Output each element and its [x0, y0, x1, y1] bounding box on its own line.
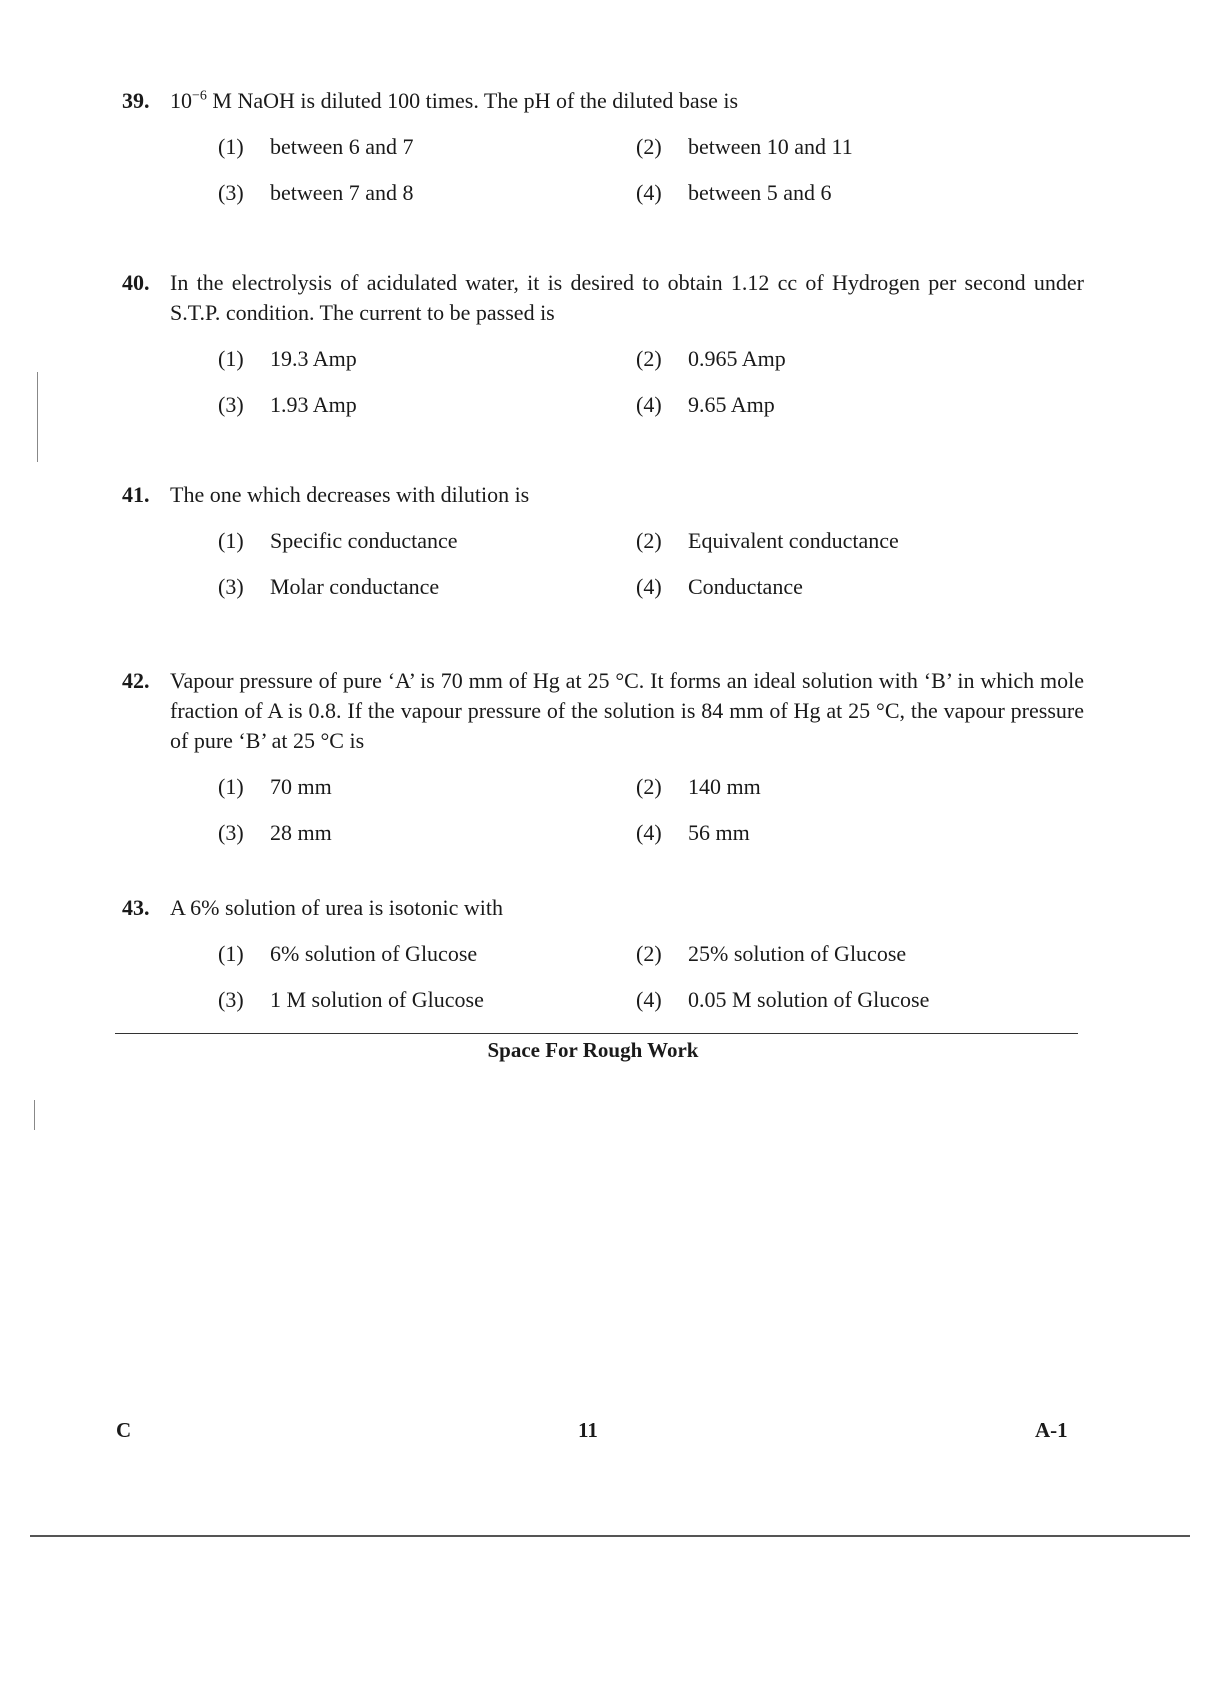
question-number: 43. — [122, 895, 150, 920]
footer-left: C — [116, 1418, 132, 1442]
option-row — [122, 939, 1084, 969]
option-row — [122, 390, 1084, 420]
option-2: (2) 140 mm — [636, 774, 761, 799]
option-row — [122, 572, 1084, 602]
question-number: 41. — [122, 482, 150, 507]
question-number: 39. — [122, 88, 150, 113]
option-1: (1) 19.3 Amp — [218, 346, 357, 371]
option-1: (1) 6% solution of Glucose — [218, 941, 478, 966]
question-number: 42. — [122, 668, 150, 693]
option-4: (4) 9.65 Amp — [636, 392, 775, 417]
footer-right: A-1 — [1035, 1418, 1068, 1442]
option-3: (3) 1.93 Amp — [218, 392, 357, 417]
option-row — [122, 178, 1084, 208]
question-42 — [122, 666, 1084, 848]
question-text: In the electrolysis of acidulated water, it is desired to obtain 1.12 cc of Hydrogen per second under S.T.P. condition. The current to be passed is — [170, 270, 1084, 325]
question-40 — [122, 268, 1084, 420]
rough-work-label: Space For Rough Work — [487, 1038, 699, 1062]
question-43 — [122, 893, 1084, 1015]
option-3: (3) between 7 and 8 — [218, 180, 414, 205]
option-2: (2) 25% solution of Glucose — [636, 941, 907, 966]
scan-mark — [37, 372, 38, 462]
option-row — [122, 526, 1084, 556]
option-4: (4) between 5 and 6 — [636, 180, 832, 205]
divider — [115, 1033, 1078, 1034]
page-number: 11 — [578, 1418, 598, 1442]
question-41 — [122, 480, 1084, 602]
option-1: (1) 70 mm — [218, 774, 332, 799]
option-row — [122, 985, 1084, 1015]
option-2: (2) 0.965 Amp — [636, 346, 786, 371]
option-row — [122, 344, 1084, 374]
question-text: A 6% solution of urea is isotonic with — [170, 895, 504, 920]
option-3: (3) 28 mm — [218, 820, 332, 845]
option-4: (4) 56 mm — [636, 820, 750, 845]
option-3: (3) 1 M solution of Glucose — [218, 987, 484, 1012]
option-row — [122, 132, 1084, 162]
question-number: 40. — [122, 270, 150, 295]
option-4: (4) 0.05 M solution of Glucose — [636, 987, 930, 1012]
option-2: (2) Equivalent conductance — [636, 528, 899, 553]
option-1: (1) between 6 and 7 — [218, 134, 414, 159]
option-1: (1) Specific conductance — [218, 528, 458, 553]
question-text: $10^{-6}$ M NaOH is diluted 100 times. The pH of the diluted base is — [170, 88, 739, 113]
question-text: The one which decreases with dilution is — [170, 482, 530, 507]
option-2: (2) between 10 and 11 — [636, 134, 853, 159]
option-row — [122, 818, 1084, 848]
option-4: (4) Conductance — [636, 574, 803, 599]
option-row — [122, 772, 1084, 802]
question-39 — [122, 86, 1084, 208]
question-text: Vapour pressure of pure ‘A’ is 70 mm of Hg at 25 °C. It forms an ideal solution with ‘B’ in which mole fraction of A is 0.8. If the vapour pressure of the solution is 84 mm of Hg at 25 °C, the vapour pressure of pure ‘B’ at 25 °C is — [170, 668, 1084, 753]
option-3: (3) Molar conductance — [218, 574, 440, 599]
scan-mark — [34, 1100, 35, 1130]
bottom-divider — [30, 1535, 1190, 1537]
